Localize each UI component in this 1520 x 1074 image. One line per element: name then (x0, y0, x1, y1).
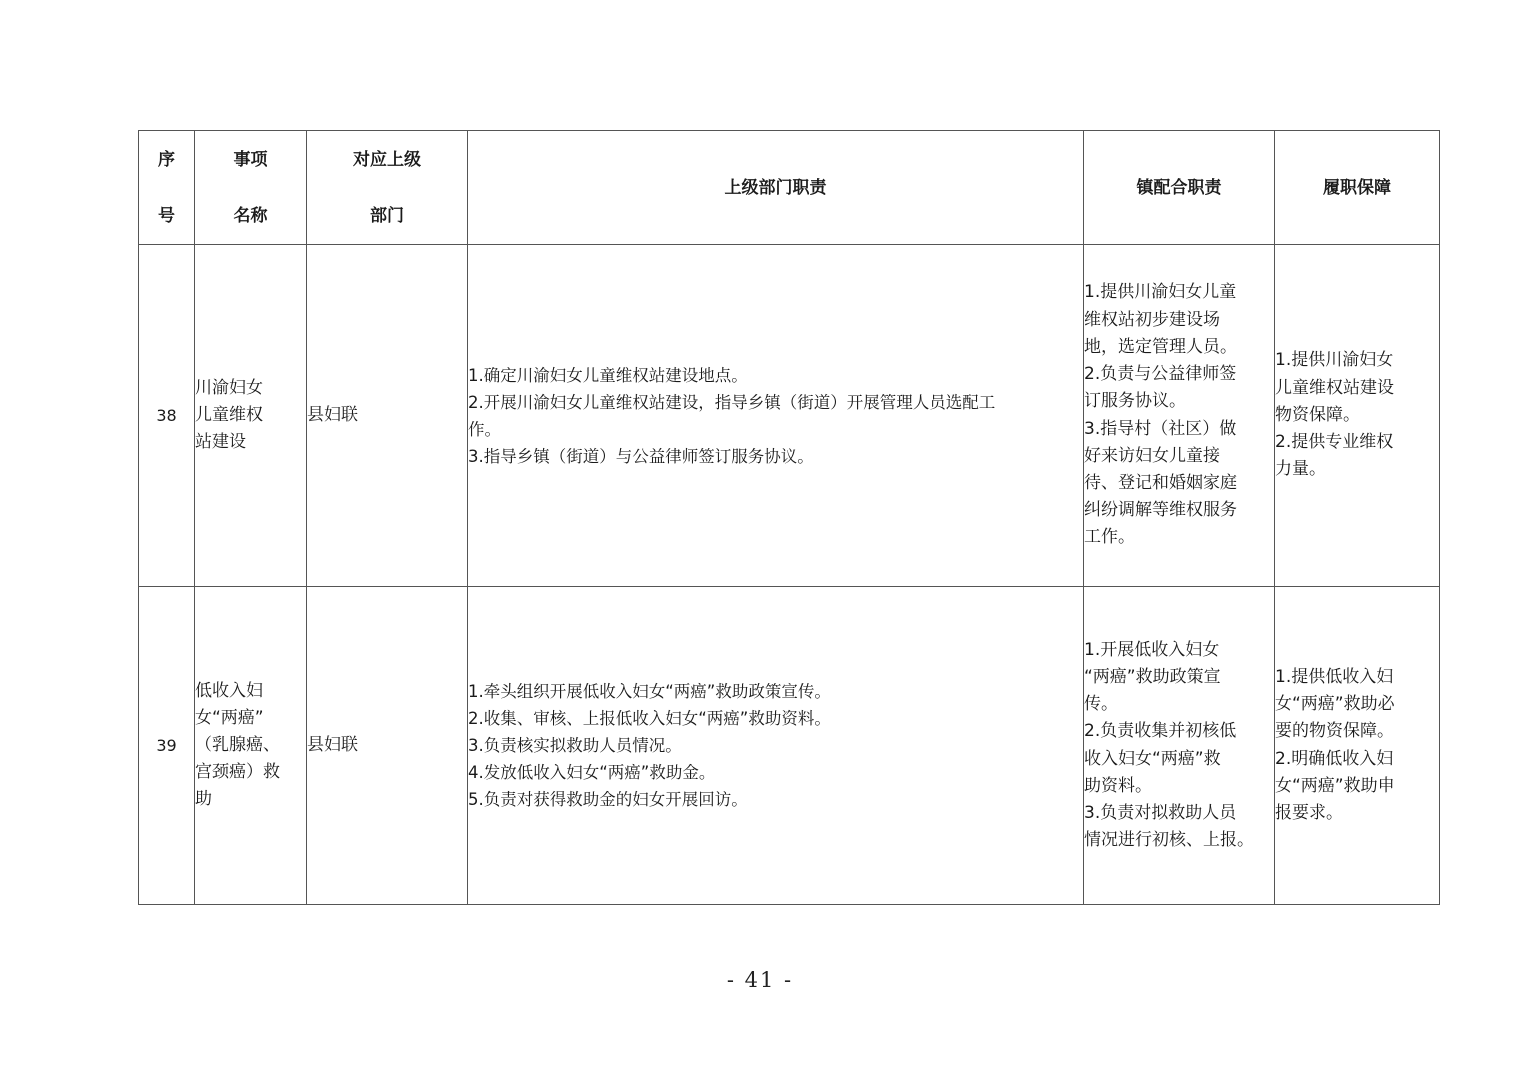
header-seq (139, 131, 195, 245)
guarantee-line: 女“两癌”救助必 (1275, 694, 1395, 715)
town-duty-line: 收入妇女“两癌”救 (1084, 748, 1221, 769)
guarantee-line: 2.提供专业维权 (1275, 432, 1394, 453)
town-duty-line: “两癌”救助政策宣 (1084, 666, 1221, 687)
table-row (139, 245, 1440, 587)
header-town-duty: 镇配合职责 (1084, 131, 1275, 245)
guarantee-line: 1.提供低收入妇 (1275, 666, 1394, 687)
header-dept-line-1: 对应上级 (353, 149, 421, 170)
guarantee-line: 2.明确低收入妇 (1275, 748, 1394, 769)
header-guarantee: 履职保障 (1275, 131, 1440, 245)
item-name-line: 宫颈癌）救 (195, 762, 280, 782)
row-town-duty (1084, 587, 1275, 905)
town-duty-line: 待、登记和婚姻家庭 (1084, 472, 1237, 493)
town-duty-line: 好来访妇女儿童接 (1084, 445, 1220, 466)
town-duty-line: 1.开展低收入妇女 (1084, 639, 1220, 660)
row-dept: 县妇联 (307, 587, 468, 905)
guarantee-line: 力量。 (1275, 459, 1326, 480)
upper-duty-line: 3.指导乡镇（街道）与公益律师签订服务协议。 (468, 446, 814, 466)
page-number: - 41 - (726, 968, 794, 992)
town-duty-line: 情况进行初核、上报。 (1084, 830, 1254, 851)
upper-duty-line: 1.确定川渝妇女儿童维权站建设地点。 (468, 365, 748, 385)
duty-table (138, 130, 1440, 905)
upper-duty-line: 2.开展川渝妇女儿童维权站建设，指导乡镇（街道）开展管理人员选配工 (468, 392, 996, 412)
guarantee-line: 要的物资保障。 (1275, 721, 1394, 742)
item-name-line: 助 (195, 789, 212, 809)
row-item-name (195, 587, 307, 905)
row-dept: 县妇联 (307, 245, 468, 587)
item-name-line: 低收入妇 (195, 681, 263, 701)
town-duty-line: 订服务协议。 (1084, 391, 1186, 412)
table-row (139, 587, 1440, 905)
guarantee-line: 儿童维权站建设 (1275, 377, 1394, 398)
row-upper-duty (468, 587, 1084, 905)
town-duty-line: 1.提供川渝妇女儿童 (1084, 282, 1237, 303)
town-duty-line: 维权站初步建设场 (1084, 309, 1220, 330)
guarantee-line: 1.提供川渝妇女 (1275, 350, 1394, 371)
town-duty-line: 工作。 (1084, 527, 1135, 548)
guarantee-line: 报要求。 (1275, 802, 1343, 823)
row-item-name (195, 245, 307, 587)
upper-duty-line: 2.收集、审核、上报低收入妇女“两癌”救助资料。 (468, 709, 831, 728)
upper-duty-line: 3.负责核实拟救助人员情况。 (468, 736, 682, 755)
town-duty-line: 3.指导村（社区）做 (1084, 418, 1237, 439)
upper-duty-line: 作。 (468, 419, 501, 439)
town-duty-line: 2.负责与公益律师签 (1084, 364, 1237, 385)
row-seq: 38 (139, 245, 195, 587)
header-seq-line-1: 序 (158, 149, 175, 170)
guarantee-line: 物资保障。 (1275, 404, 1360, 425)
header-upper-duty: 上级部门职责 (468, 131, 1084, 245)
town-duty-line: 2.负责收集并初核低 (1084, 721, 1237, 742)
row-upper-duty (468, 245, 1084, 587)
row-guarantee (1275, 587, 1440, 905)
header-dept-line-2: 部门 (370, 205, 404, 226)
header-seq-line-2: 号 (158, 205, 175, 226)
item-name-line: （乳腺癌、 (195, 735, 280, 755)
town-duty-line: 地，选定管理人员。 (1084, 336, 1237, 357)
upper-duty-line: 5.负责对获得救助金的妇女开展回访。 (468, 790, 748, 809)
item-name-line: 站建设 (195, 432, 246, 452)
upper-duty-line: 4.发放低收入妇女“两癌”救助金。 (468, 763, 716, 782)
row-guarantee (1275, 245, 1440, 587)
row-seq: 39 (139, 587, 195, 905)
town-duty-line: 传。 (1084, 694, 1118, 715)
header-item-line-1: 事项 (233, 149, 268, 170)
town-duty-line: 3.负责对拟救助人员 (1084, 802, 1237, 823)
item-name-line: 川渝妇女 (195, 378, 263, 398)
upper-duty-line: 1.牵头组织开展低收入妇女“两癌”救助政策宣传。 (468, 682, 831, 701)
guarantee-line: 女“两癌”救助申 (1275, 775, 1395, 796)
header-dept (307, 131, 468, 245)
town-duty-line: 助资料。 (1084, 775, 1152, 796)
header-item (195, 131, 307, 245)
item-name-line: 儿童维权 (195, 405, 263, 425)
item-name-line: 女“两癌” (195, 708, 264, 728)
town-duty-line: 纠纷调解等维权服务 (1084, 500, 1237, 521)
table-header-row (139, 131, 1440, 245)
header-item-line-2: 名称 (233, 205, 268, 226)
row-town-duty (1084, 245, 1275, 587)
